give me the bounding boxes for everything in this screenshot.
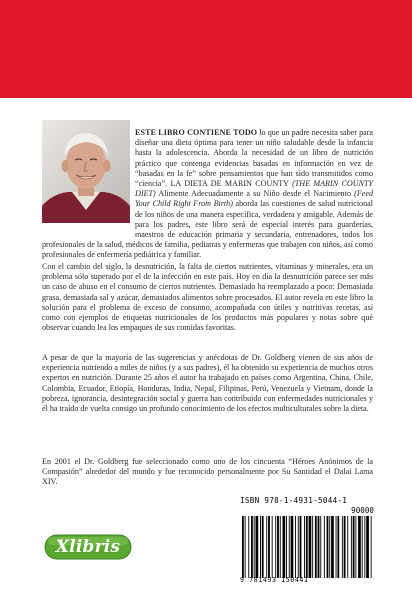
lead-in-text: ESTE LIBRO CONTIENE TODO (135, 128, 258, 137)
english-subtitle: (Feed Your Child Right From Birth) (135, 189, 373, 209)
red-header-band (0, 0, 412, 98)
paragraph-award: En 2001 el Dr. Goldberg fue seleccionado como uno de los cincuenta “Héroes Anónimos de la Compasión” alrededor del mundo y fue reconocido personalmente por Su Santidad el Dalai Lama XIV. (42, 457, 373, 487)
intro-text-c: aborda las cuestiones de salud nutricional de los niños de una manera específica, verdadera y amigable. Además de para los padres, este libro será de especial interés para guarderías, maestros de educación primaria y secundaria, entrenadores, todos los profesionales de la salud, médicos de familia, pediatras y enfermeras que trabajen con niños, así como profesionales de enfermería pediátrica y familiar. (42, 199, 373, 260)
logo-text: Xlibris (55, 537, 121, 557)
paragraph-undernutrition: Con el cambio del siglo, la desnutrición, la falta de ciertos nutrientes, vitaminas y minerales, era un problema sólo superado por el de la infección en este país. Hoy en día la desnutrición parece ser más un caso de abuso en el consumo de ciertos nutrientes. Demasiado ha reemplazado a poco: Demasiada grasa, demasiada sal y azúcar, demasiados alimentos sobre procesados. El autor revela en este libro la solución para el problema de exceso de consumo, acompañada con útiles y nutritivas recetas, así como con ejemplos de etiquetas nutricionales de los productos más populares y notas sobre qué observar cuando lea los empaques de sus comidas favoritas. (42, 262, 373, 333)
intro-text-b: Alimente Adecuadamente a su Niño desde el Nacimiento (155, 189, 355, 199)
xlibris-logo (44, 534, 132, 560)
paragraph-intro (42, 128, 373, 261)
isbn-number: ISBN 978-1-4931-5044-1 (240, 496, 348, 505)
price-code: 90000 (351, 506, 374, 515)
barcode-digits: 9 781493 150441 (240, 576, 309, 584)
paragraph-experience: A pesar de que la mayoría de las sugerencias y anécdotas de Dr. Goldberg vienen de sus años de experiencia nutriendo a miles de niños (y a sus padres), él ha obtenido su experiencia de muchos otros expertos en nutrición. Durante 25 años el autor ha trabajado en países como Argentina, China, Chile, Colombia, Ecuador, Etiopía, Honduras, India, Nepal, Filipinas, Perú, Venezuela y Vietnam, donde la pobreza, ignorancia, desintegración social y guerra han contribuido con enfermedades nutricionales y él ha traído de vuelta consigo un profundo conocimiento de los efectos multiculturales sobre la dieta. (42, 353, 373, 414)
isbn-barcode (240, 496, 374, 586)
intro-text-a: lo que un padre necesita saber para diseñar una dieta óptima para tener un niño saludable desde la infancia hasta la adolescencia. Aborda la necesidad de un libro de nutrición práctico que contenga evidencias basadas en información en vez de “basadas en la fe” sobre pensamientos que han sido transmitidos como “ciencia”. LA DIETA DE MARIN COUNTY (135, 128, 373, 189)
english-title: (THE MARIN COUNTY DIET) (135, 179, 374, 199)
barcode-bars (240, 516, 374, 578)
